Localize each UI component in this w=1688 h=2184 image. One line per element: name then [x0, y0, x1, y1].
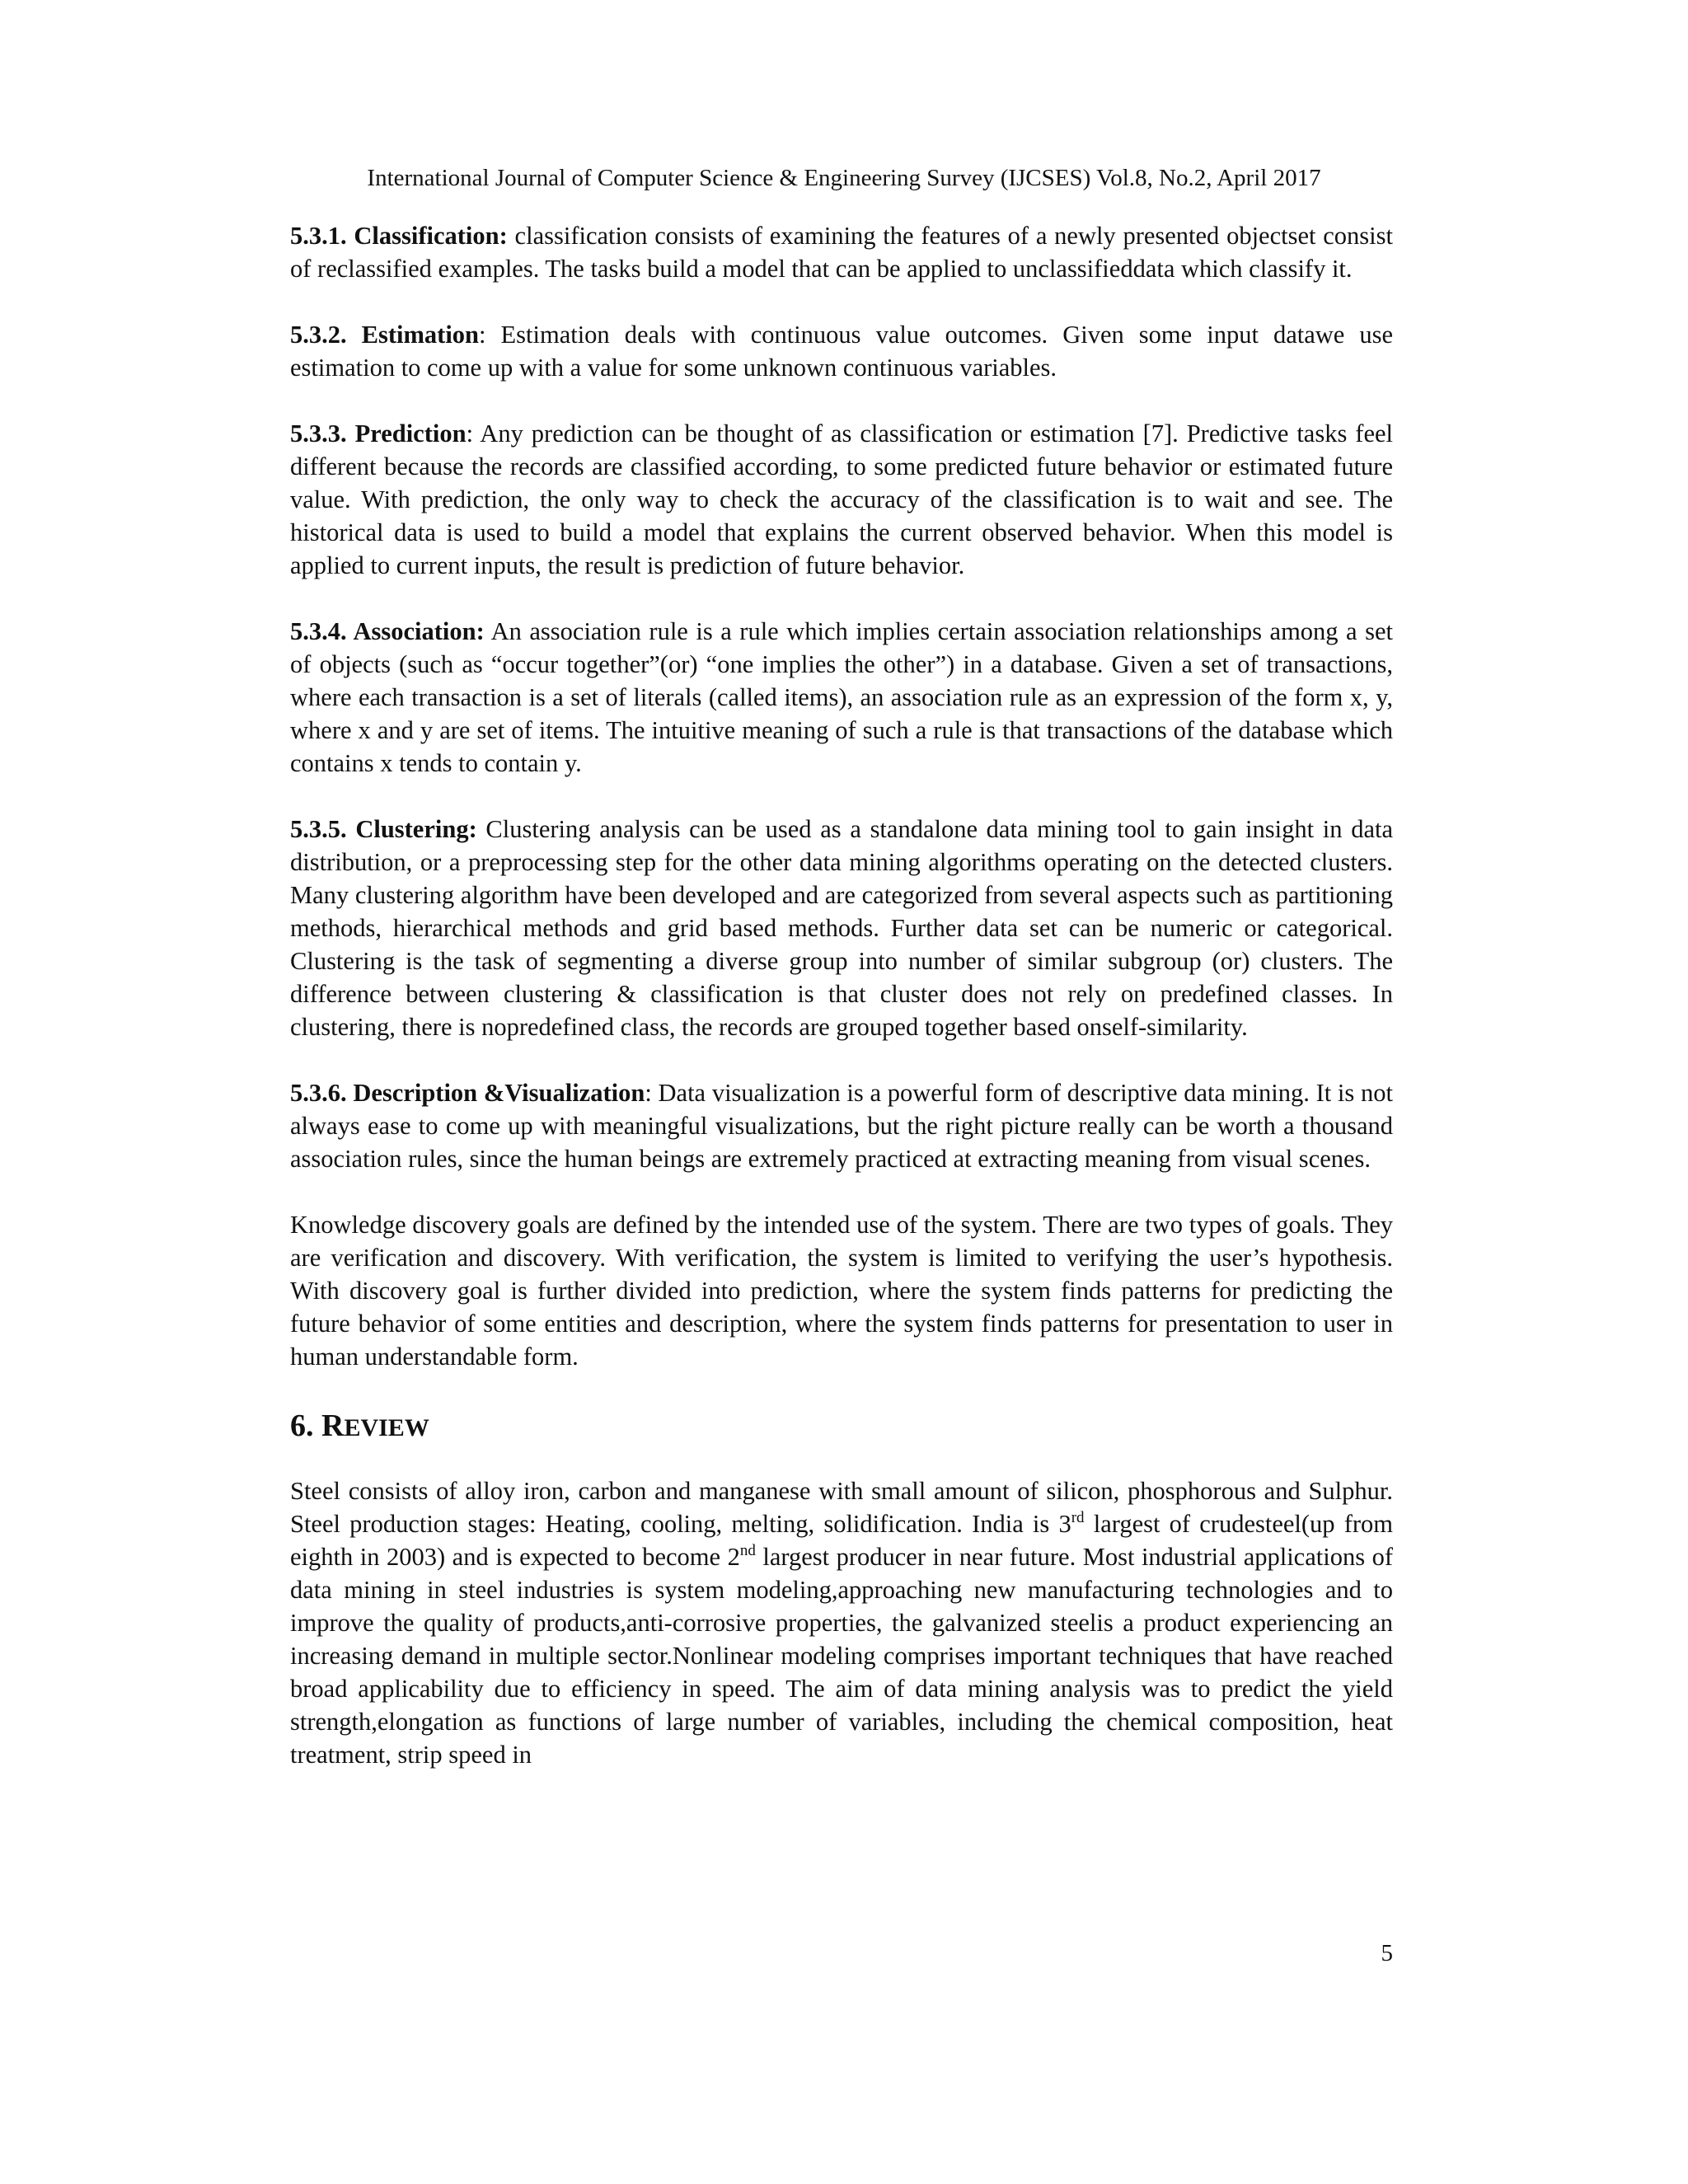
paragraph-text: An association rule is a rule which implies certain association relationships among a set of objects (such as “occur together”(or) “one implies the other”) in a database. Given a set of transactions, where each transaction is a set of literals (called items), an association rule as an expression of the form x, y, where x and y are set of items. The intuitive meaning of such a rule is that transactions of the database which contains x tends to contain y.	[290, 617, 1393, 777]
paragraph-estimation	[290, 318, 1393, 384]
review-text-part-3: largest producer in near future. Most industrial applications of data mining in steel industries is system modeling,approaching new manufacturing technologies and to improve the quality of products,anti-corrosive properties, the galvanized steelis a product experiencing an increasing demand in multiple sector.Nonlinear modeling comprises important techniques that have reached broad applicability due to efficiency in speed. The aim of data mining analysis was to predict the yield strength,elongation as functions of large number of variables, including the chemical composition, heat treatment, strip speed in	[290, 1543, 1393, 1769]
section-number: 6. R	[290, 1408, 345, 1443]
paragraph-heading: 5.3.5. Clustering:	[290, 815, 477, 843]
paragraph-text: classification consists of examining the features of a newly presented objectset consist of reclassified examples. The tasks build a model that can be applied to unclassifieddata which classify it.	[290, 222, 1393, 283]
paragraph-heading: 5.3.4. Association:	[290, 617, 485, 645]
review-text-part-2: largest of crudesteel(up from eighth in 2003) and is expected to become 2	[290, 1510, 1393, 1571]
ordinal-superscript: rd	[1071, 1509, 1085, 1526]
ordinal-superscript: nd	[739, 1542, 756, 1559]
review-text-part-1: Steel consists of alloy iron, carbon and manganese with small amount of silicon, phosphorous and Sulphur. Steel production stages: Heating, cooling, melting, solidification. India is 3	[290, 1477, 1393, 1538]
paragraph-knowledge-discovery	[290, 1208, 1393, 1373]
paragraph-review	[290, 1474, 1393, 1771]
paragraph-heading: 5.3.1. Classification:	[290, 222, 508, 250]
paragraph-visualization	[290, 1076, 1393, 1175]
paragraph-text: Clustering analysis can be used as a standalone data mining tool to gain insight in data distribution, or a preprocessing step for the other data mining algorithms operating on the detected clusters. Many clustering algorithm have been developed and are categorized from several aspects such as partitioning methods, hierarchical methods and grid based methods. Further data set can be numeric or categorical. Clustering is the task of segmenting a diverse group into number of similar subgroup (or) clusters. The difference between clustering & classification is that cluster does not rely on predefined classes. In clustering, there is nopredefined class, the records are grouped together based onself-similarity.	[290, 815, 1393, 1041]
paragraph-heading: 5.3.3. Prediction	[290, 419, 467, 448]
section-heading-review	[290, 1406, 1393, 1448]
paragraph-classification	[290, 219, 1393, 285]
paragraph-text: Knowledge discovery goals are defined by the intended use of the system. There are two types of goals. They are verification and discovery. With verification, the system is limited to verifying the user’s hypothesis. With discovery goal is further divided into prediction, where the system finds patterns for predicting the future behavior of some entities and description, where the system finds patterns for presentation to user in human understandable form.	[290, 1211, 1393, 1371]
paragraph-heading: 5.3.2. Estimation	[290, 321, 480, 349]
paragraph-text: : Estimation deals with continuous value outcomes. Given some input datawe use estimation to come up with a value for some unknown continuous variables.	[290, 321, 1394, 382]
paragraph-clustering	[290, 813, 1393, 1043]
paragraph-text: : Data visualization is a powerful form of descriptive data mining. It is not always ease to come up with meaningful visualizations, but the right picture really can be worth a thousand association rules, since the human beings are extremely practiced at extracting meaning from visual scenes.	[290, 1079, 1393, 1173]
body-content	[290, 219, 1393, 1804]
paragraph-heading: 5.3.6. Description &Visualization	[290, 1079, 645, 1107]
paragraph-association	[290, 615, 1393, 780]
page-number: 5	[1381, 1940, 1393, 1966]
paragraph-prediction	[290, 417, 1393, 582]
paragraph-text: : Any prediction can be thought of as classification or estimation [7]. Predictive tasks feel different because the records are classified according, to some predicted future behavior or estimated future value. With prediction, the only way to check the accuracy of the classification is to wait and see. The historical data is used to build a model that explains the current observed behavior. When this model is applied to current inputs, the result is prediction of future behavior.	[290, 419, 1393, 579]
running-header: International Journal of Computer Science & Engineering Survey (IJCSES) Vol.8, No.2, April 2017	[367, 165, 1321, 191]
section-title-rest: EVIEW	[344, 1414, 429, 1441]
